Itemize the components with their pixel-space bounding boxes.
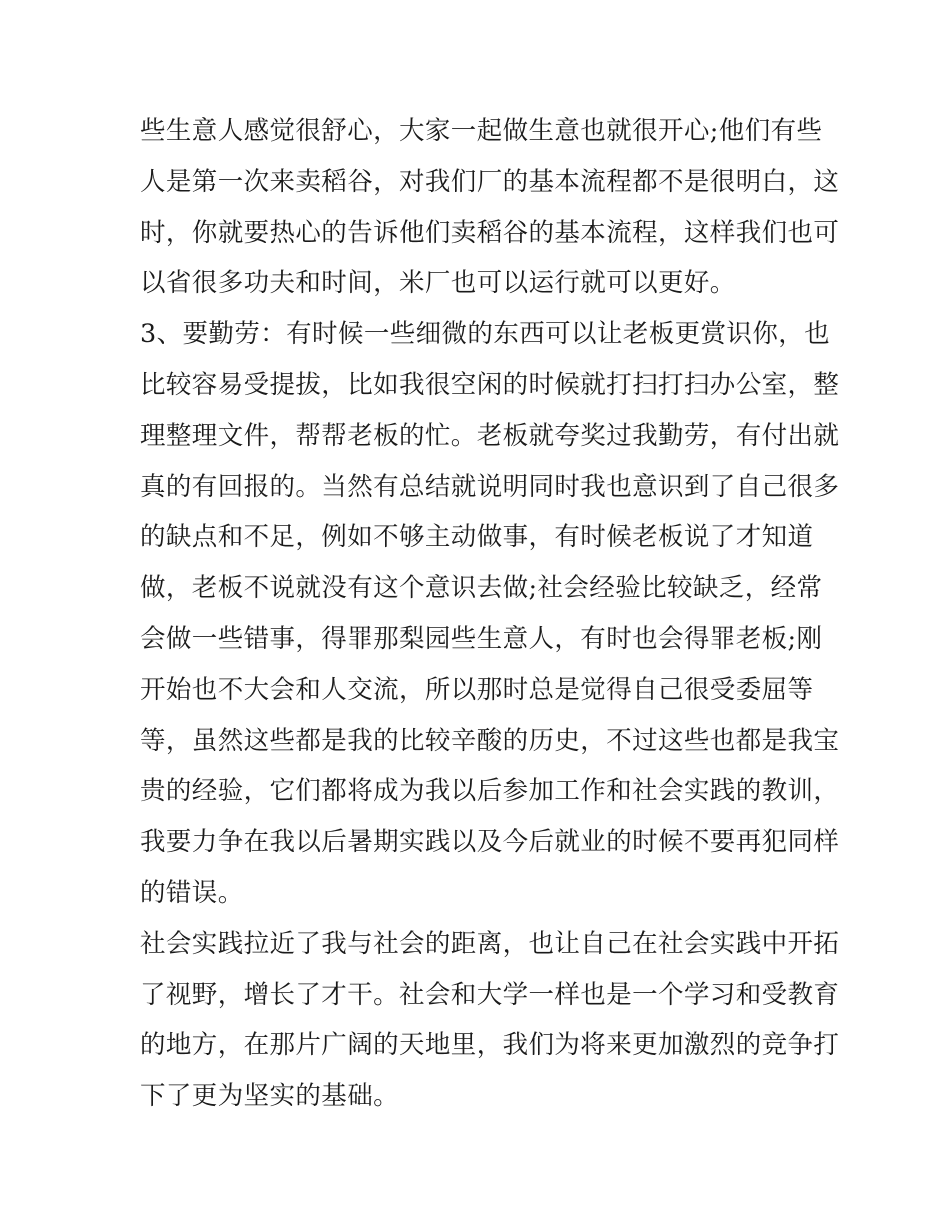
text-line: 3、要勤劳：有时候一些细微的东西可以让老板更赏识你，也	[140, 319, 831, 350]
text-line: 真的有回报的。当然有总结就说明同时我也意识到了自己很多	[140, 471, 840, 502]
text-line: 做，老板不说就没有这个意识去做;社会经验比较缺乏，经常	[140, 573, 823, 604]
text-line: 的缺点和不足，例如不够主动做事，有时候老板说了才知道	[140, 522, 814, 553]
text-line: 时，你就要热心的告诉他们卖稻谷的基本流程，这样我们也可	[140, 217, 840, 248]
text-line: 了视野，增长了才干。社会和大学一样也是一个学习和受教育	[140, 979, 840, 1010]
text-line: 理整理文件，帮帮老板的忙。老板就夸奖过我勤劳，有付出就	[140, 420, 840, 451]
text-line: 的地方，在那片广阔的天地里，我们为将来更加激烈的竞争打	[140, 1030, 840, 1061]
text-line: 比较容易受提拔，比如我很空闲的时候就打扫打扫办公室，整	[140, 369, 840, 400]
text-line: 人是第一次来卖稻谷，对我们厂的基本流程都不是很明白，这	[140, 166, 840, 197]
text-line: 会做一些错事，得罪那梨园些生意人，有时也会得罪老板;刚	[140, 623, 823, 654]
text-line: 我要力争在我以后暑期实践以及今后就业的时候不要再犯同样	[140, 827, 840, 858]
text-line: 以省很多功夫和时间，米厂也可以运行就可以更好。	[140, 268, 736, 299]
text-line: 等，虽然这些都是我的比较辛酸的历史，不过这些也都是我宝	[140, 725, 840, 756]
text-line: 下了更为坚实的基础。	[140, 1081, 400, 1112]
text-line: 些生意人感觉很舒心，大家一起做生意也就很开心;他们有些	[140, 116, 823, 146]
text-line: 开始也不大会和人交流，所以那时总是觉得自己很受委屈等	[140, 674, 814, 705]
body-text	[140, 106, 840, 1122]
text-line: 贵的经验，它们都将成为我以后参加工作和社会实践的教训，	[140, 776, 840, 807]
text-line: 的错误。	[140, 877, 244, 908]
text-line: 社会实践拉近了我与社会的距离，也让自己在社会实践中开拓	[140, 928, 840, 959]
